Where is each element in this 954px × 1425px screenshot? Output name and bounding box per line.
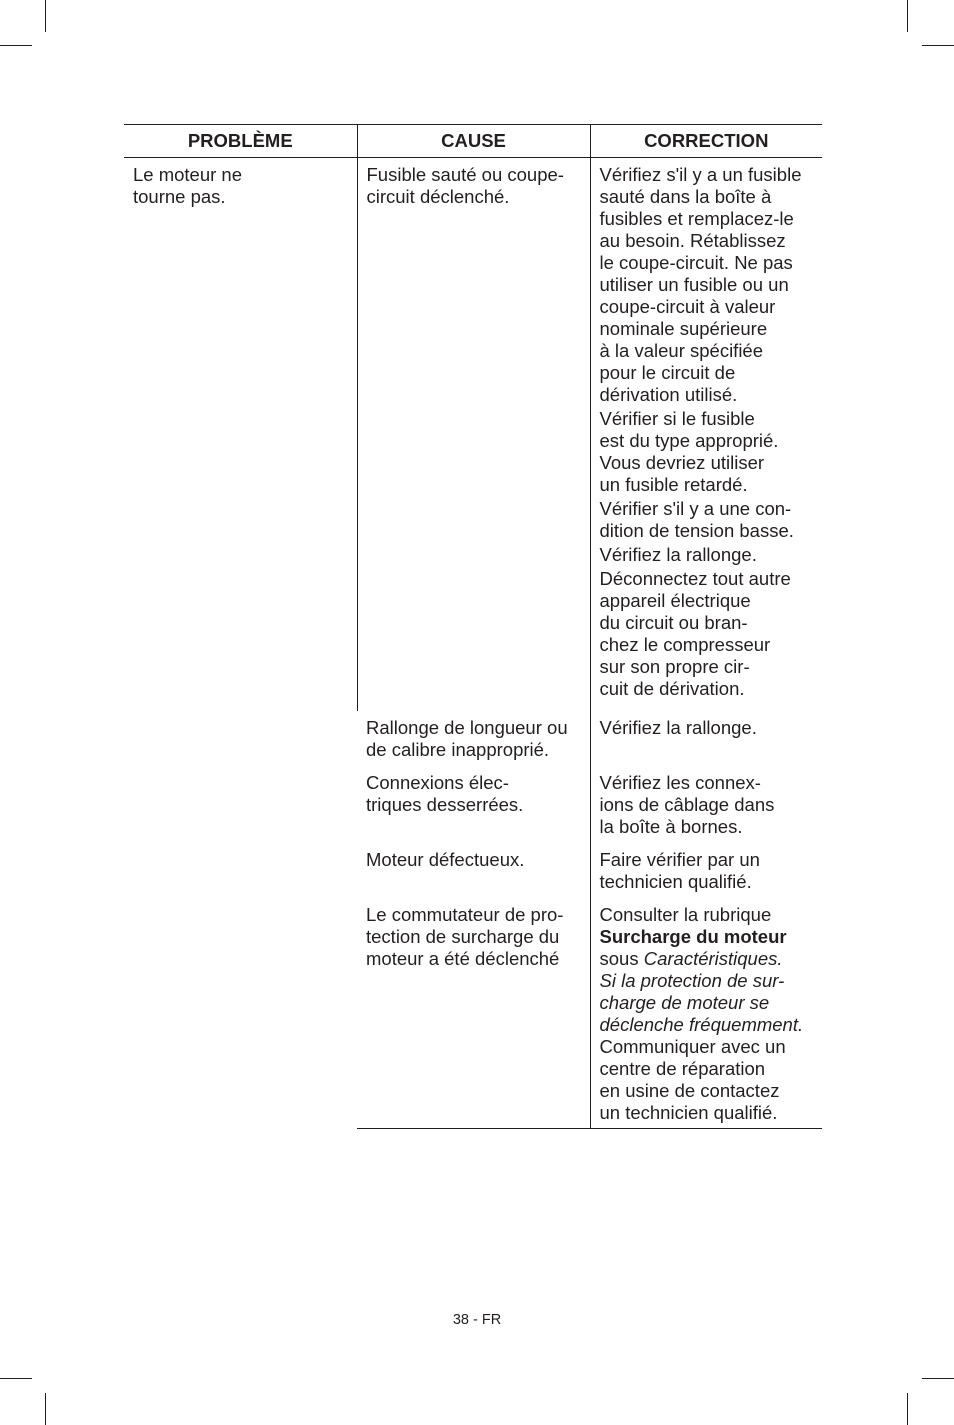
header-correction: CORRECTION (590, 125, 822, 158)
correction-text: Vérifiez s'il y a un fusible sauté dans la boîte à fusibles et remplacez-le au besoin. Rétablissez le coupe-circuit. Ne pas utiliser un fusible ou un coupe-circuit à valeur nominale supérieure à la valeur spécifiée pour le circuit de dérivation utilisé. (599, 164, 802, 405)
troubleshooting-table (124, 124, 822, 1129)
cause-cell: Connexions élec- triques desserrées. (366, 772, 524, 815)
table-header-row (124, 125, 822, 158)
cause-cell: Le commutateur de pro- tection de surcharge du moteur a été déclenché (357, 893, 590, 1129)
cause-cell: Fusible sauté ou coupe- circuit déclenché. (357, 158, 590, 712)
correction-text: Vérifier si le fusible est du type approprié. Vous devriez utiliser un fusible retardé. (599, 408, 779, 495)
correction-cell (590, 158, 822, 712)
correction-sous: sous (599, 948, 644, 969)
correction-bold: Surcharge du moteur (599, 926, 787, 947)
table-row (124, 158, 822, 712)
problem-cell: Le moteur ne tourne pas. (133, 164, 243, 207)
cause-cell: Rallonge de longueur ou de calibre inapproprié. (366, 717, 568, 760)
crop-mark (45, 0, 46, 32)
correction-cell: Vérifiez la rallonge. (590, 711, 822, 761)
header-problem: PROBLÈME (124, 125, 357, 158)
crop-mark (45, 1393, 46, 1425)
correction-text: Vérifiez la rallonge. (599, 544, 757, 565)
correction-cell (590, 893, 822, 1129)
crop-mark (0, 45, 32, 46)
correction-text: Vérifier s'il y a une con- dition de tension basse. (599, 498, 794, 541)
crop-mark (922, 1378, 954, 1379)
correction-intro: Consulter la rubrique (599, 904, 772, 925)
cause-cell: Moteur défectueux. (366, 849, 525, 870)
correction-text: Déconnectez tout autre appareil électrique du circuit ou bran- chez le compresseur sur son propre cir- cuit de dérivation. (599, 568, 791, 699)
crop-mark (907, 1393, 908, 1425)
correction-cell: Faire vérifier par un technicien qualifié. (590, 838, 822, 893)
crop-mark (0, 1378, 32, 1379)
correction-italic: Caractéristiques. (643, 948, 783, 969)
crop-mark (922, 45, 954, 46)
header-cause: CAUSE (357, 125, 590, 158)
correction-italic: Si la protection de sur- charge de moteur se déclenche fréquemment. (599, 970, 804, 1035)
correction-cell: Vérifiez les connex- ions de câblage dans la boîte à bornes. (590, 761, 822, 838)
page-number: 38 - FR (452, 1312, 502, 1328)
correction-text: Communiquer avec un centre de réparation en usine de contactez un technicien qualifié. (599, 1036, 786, 1123)
crop-mark (907, 0, 908, 32)
